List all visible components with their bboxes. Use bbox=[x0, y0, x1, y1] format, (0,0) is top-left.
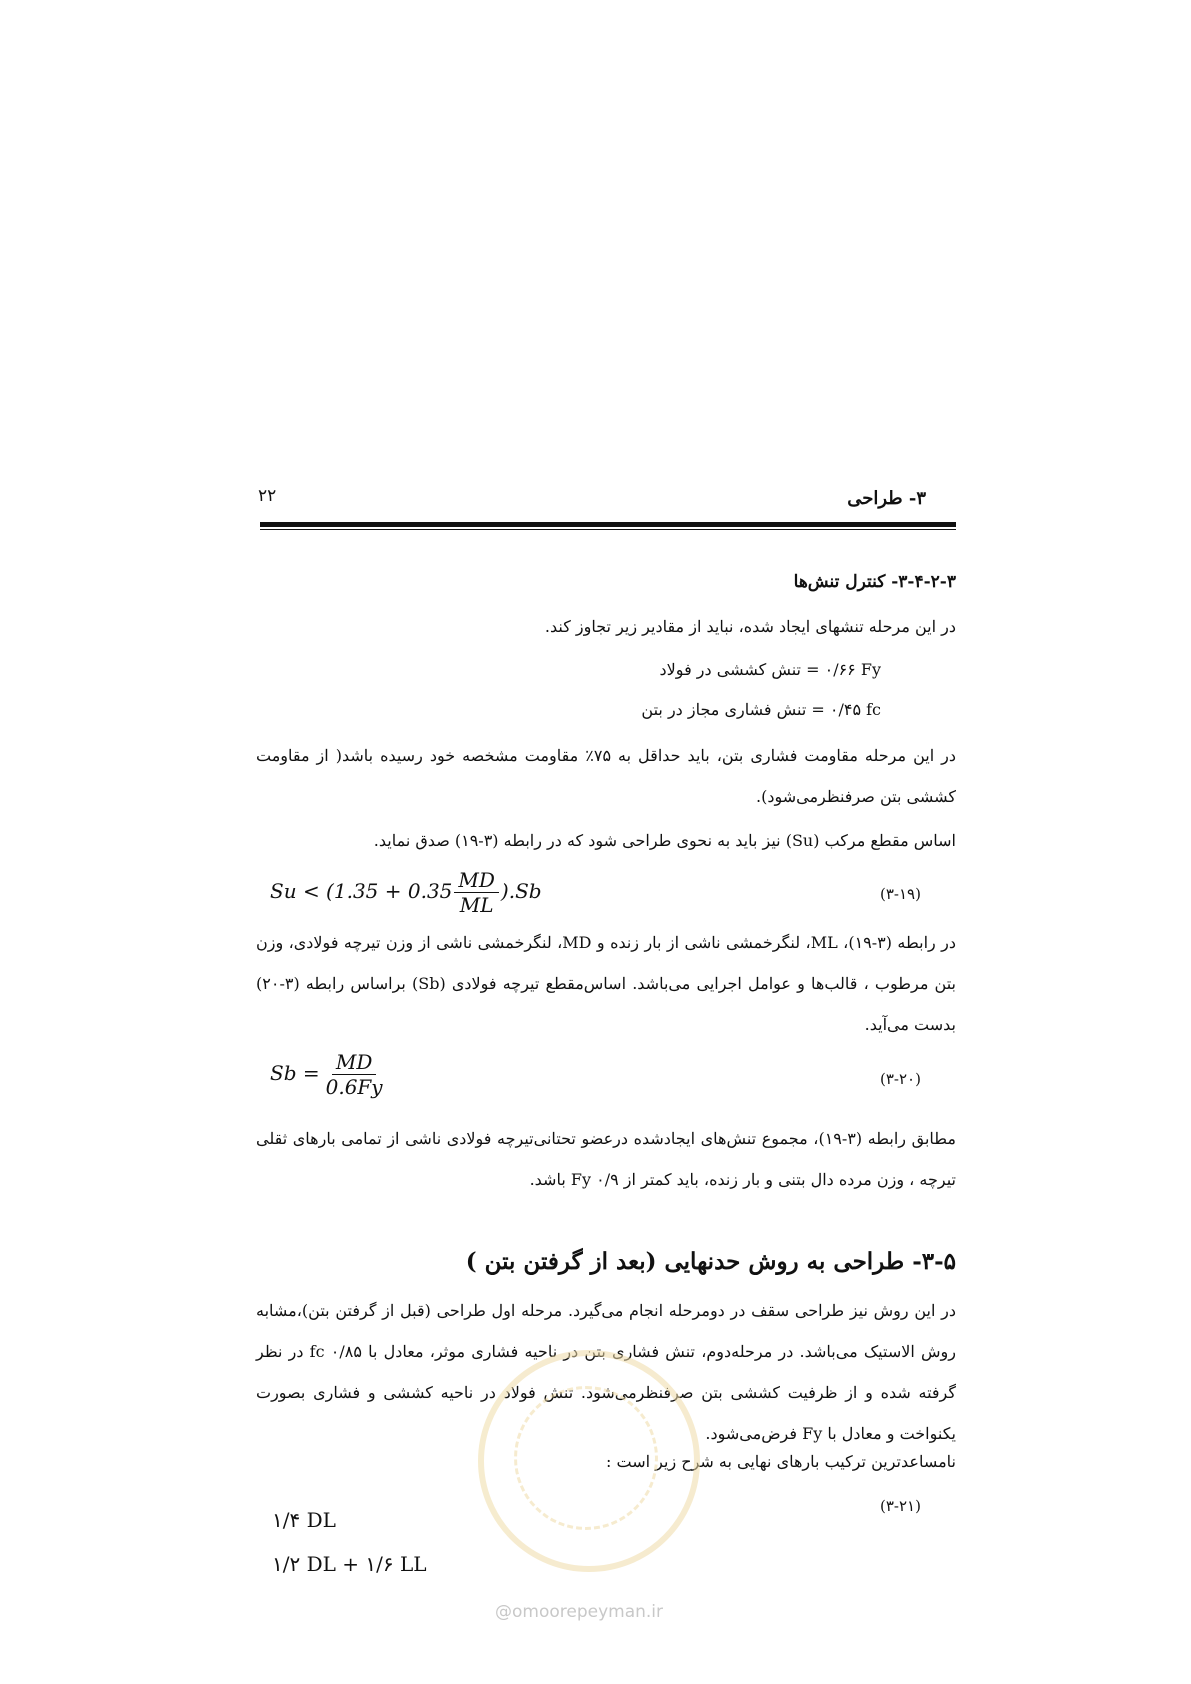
load-combo-2: ۱/۲ DL + ۱/۶ LL bbox=[272, 1552, 427, 1576]
section-heading: ۳-۴-۲-۳- کنترل تنش‌ها bbox=[793, 572, 956, 592]
paragraph-moments: در رابطه (۳-۱۹)، ML، لنگرخمشی ناشی از بار زنده و MD، لنگرخمشی ناشی از وزن تیرچه فولادی، وزن بتن مرطوب ، قالب‌ها و عوامل اجرایی می‌باشد. اساس‌مقطع تیرچه فولادی (Sb) براساس رابطه (۳-۲۰) بدست می‌آید. bbox=[256, 933, 957, 1034]
eq19-denominator: ML bbox=[459, 893, 494, 917]
equation-21-number: (۳-۲۱) bbox=[880, 1497, 921, 1515]
eq20-numerator: MD bbox=[332, 1050, 377, 1075]
load-combo-1: ۱/۴ DL bbox=[272, 1508, 336, 1532]
eq19-numerator: MD bbox=[454, 868, 499, 893]
eq19-right: ).Sb bbox=[500, 879, 542, 903]
section-3-5-heading: ۳-۵- طراحی به روش حدنهایی (بعد از گرفتن بتن ) bbox=[465, 1248, 956, 1275]
limit-concrete-value: ۰/۴۵ fc bbox=[829, 700, 881, 719]
watermark-site-text: @omoorepeyman.ir bbox=[495, 1602, 664, 1622]
chapter-title: ۳- طراحی bbox=[847, 488, 926, 509]
paragraph-composite-section: اساس مقطع مرکب (Su) نیز باید به نحوی طراحی شود که در رابطه (۳-۱۹) صدق نماید. bbox=[373, 831, 956, 850]
equation-19 bbox=[270, 868, 542, 917]
paragraph-ultimate-method: در این روش نیز طراحی سقف در دومرحله انجام می‌گیرد. مرحله اول طراحی (قبل از گرفتن بتن)،مشابه روش الاستیک می‌باشد. در مرحله‌دوم، تنش فشاری بتن در ناحیه فشاری موثر، معادل با ۰/۸۵ fc در نظر گرفته شده و از ظرفیت کششی بتن صرفنظرمی‌شود. تنش فولاد در ناحیه کششی و فشاری بصورت یکنواخت و معادل با Fy فرض‌می‌شود. bbox=[256, 1301, 956, 1443]
eq19-left: Su < (1.35 + 0.35 bbox=[270, 879, 453, 903]
paragraph-load-combination: نامساعدترین ترکیب بارهای نهایی به شرح زیر است : bbox=[606, 1452, 956, 1471]
watermark-seal-icon bbox=[478, 1350, 700, 1572]
page-number: ۲۲ bbox=[258, 486, 277, 506]
equation-20 bbox=[270, 1050, 389, 1099]
limit-steel-value: ۰/۶۶ Fy bbox=[824, 660, 881, 679]
limit-row-steel bbox=[281, 660, 881, 679]
header-rule-thin bbox=[260, 529, 956, 530]
limit-row-concrete bbox=[281, 700, 881, 719]
eq20-left: Sb = bbox=[270, 1061, 320, 1085]
eq20-fraction bbox=[322, 1050, 387, 1099]
header-rule bbox=[260, 522, 956, 527]
watermark-seal-inner-ring bbox=[514, 1386, 658, 1530]
paragraph-concrete-strength: در این مرحله مقاومت فشاری بتن، باید حداقل به ۷۵٪ مقاومت مشخصه خود رسیده باشد( از مقاومت کششی بتن صرفنظرمی‌شود). bbox=[256, 746, 957, 806]
intro-text: در این مرحله تنشهای ایجاد شده، نباید از مقادیر زیر تجاوز کند. bbox=[544, 617, 956, 636]
limit-steel-label: = تنش کششی در فولاد bbox=[659, 660, 820, 679]
equation-20-number: (۳-۲۰) bbox=[880, 1070, 921, 1088]
paragraph-stress-sum: مطابق رابطه (۳-۱۹)، مجموع تنش‌های ایجادشده درعضو تحتانی‌تیرچه فولادی ناشی از تمامی بارهای ثقلی تیرچه ، وزن مرده دال بتنی و بار زنده، باید کمتر از ۰/۹ Fy باشد. bbox=[256, 1129, 956, 1189]
equation-19-number: (۳-۱۹) bbox=[880, 885, 921, 903]
eq19-fraction bbox=[454, 868, 499, 917]
limit-concrete-label: = تنش فشاری مجاز در بتن bbox=[641, 700, 825, 719]
eq20-denominator: 0.6Fy bbox=[325, 1075, 383, 1099]
